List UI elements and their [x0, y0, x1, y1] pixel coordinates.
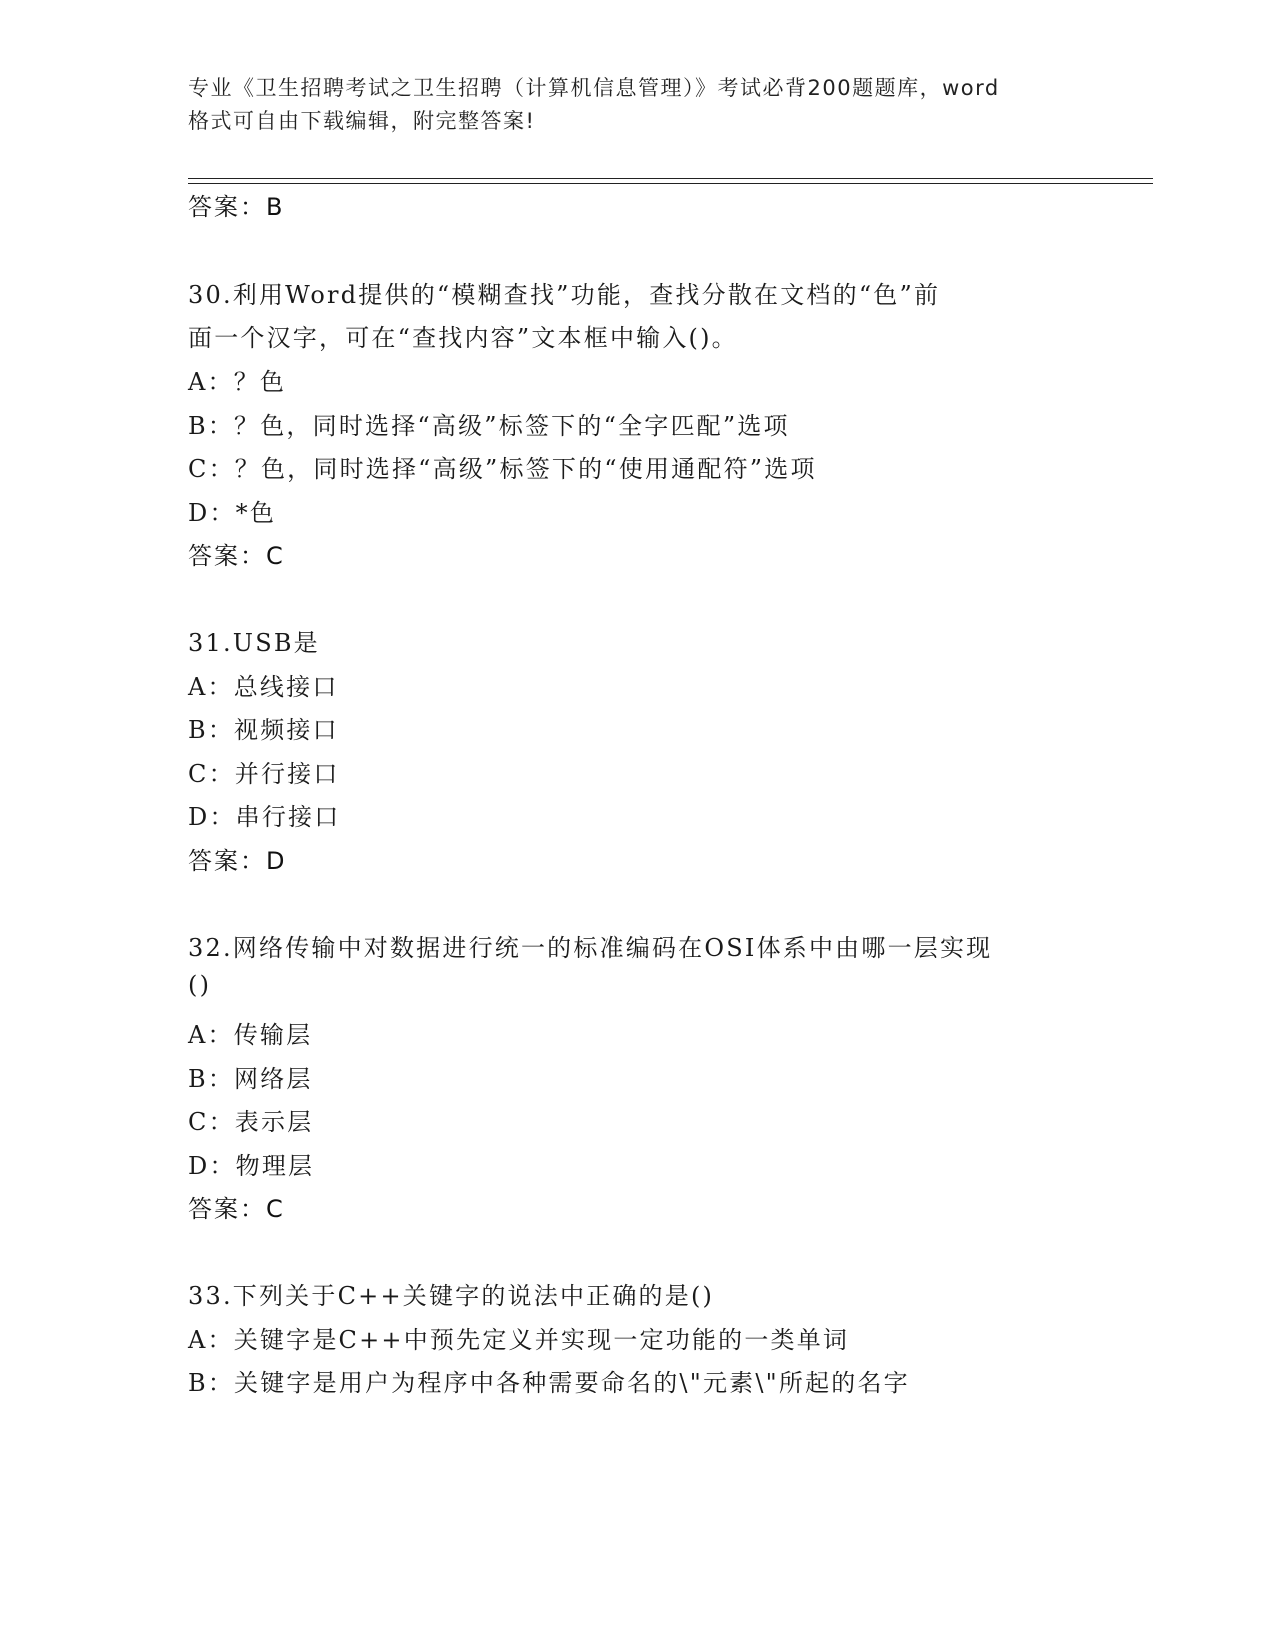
option-c: C：表示层 — [188, 1108, 314, 1136]
answer-line: 答案：C — [188, 542, 285, 570]
option-c: C：并行接口 — [188, 760, 340, 788]
question-stem: 33.下列关于C++关键字的说法中正确的是() — [188, 1282, 715, 1310]
option-a: A：总线接口 — [188, 673, 339, 701]
option-d: D：物理层 — [188, 1152, 315, 1180]
option-b: B：？色，同时选择“高级”标签下的“全字匹配”选项 — [188, 412, 790, 440]
option-a: A：传输层 — [188, 1021, 313, 1049]
answer-line: 答案：C — [188, 1195, 285, 1223]
answer-line: 答案：B — [188, 193, 285, 221]
option-b: B：视频接口 — [188, 716, 339, 744]
answer-line: 答案：D — [188, 847, 287, 875]
option-d: D：串行接口 — [188, 803, 341, 831]
option-b: B：网络层 — [188, 1065, 313, 1093]
header-line-1: 专业《卫生招聘考试之卫生招聘（计算机信息管理）》考试必背200题题库，word — [188, 76, 1000, 100]
option-c: C：？色，同时选择“高级”标签下的“使用通配符”选项 — [188, 455, 817, 483]
option-b: B：关键字是用户为程序中各种需要命名的\"元素\"所起的名字 — [188, 1369, 910, 1397]
question-stem: 30.利用Word提供的“模糊查找”功能，查找分散在文档的“色”前 — [188, 281, 941, 309]
header-divider-bottom — [188, 183, 1153, 184]
option-a: A：？色 — [188, 368, 287, 396]
question-stem: 面一个汉字，可在“查找内容”文本框中输入()。 — [188, 324, 738, 352]
question-stem: 31.USB是 — [188, 629, 320, 657]
option-a: A：关键字是C++中预先定义并实现一定功能的一类单词 — [188, 1326, 850, 1354]
document-header — [188, 72, 1088, 138]
header-line-2: 格式可自由下载编辑，附完整答案! — [188, 109, 536, 133]
header-divider-top — [188, 178, 1153, 179]
option-d: D：*色 — [188, 499, 277, 527]
question-stem: 32.网络传输中对数据进行统一的标准编码在OSI体系中由哪一层实现 — [188, 934, 993, 962]
question-stem: () — [188, 971, 212, 999]
